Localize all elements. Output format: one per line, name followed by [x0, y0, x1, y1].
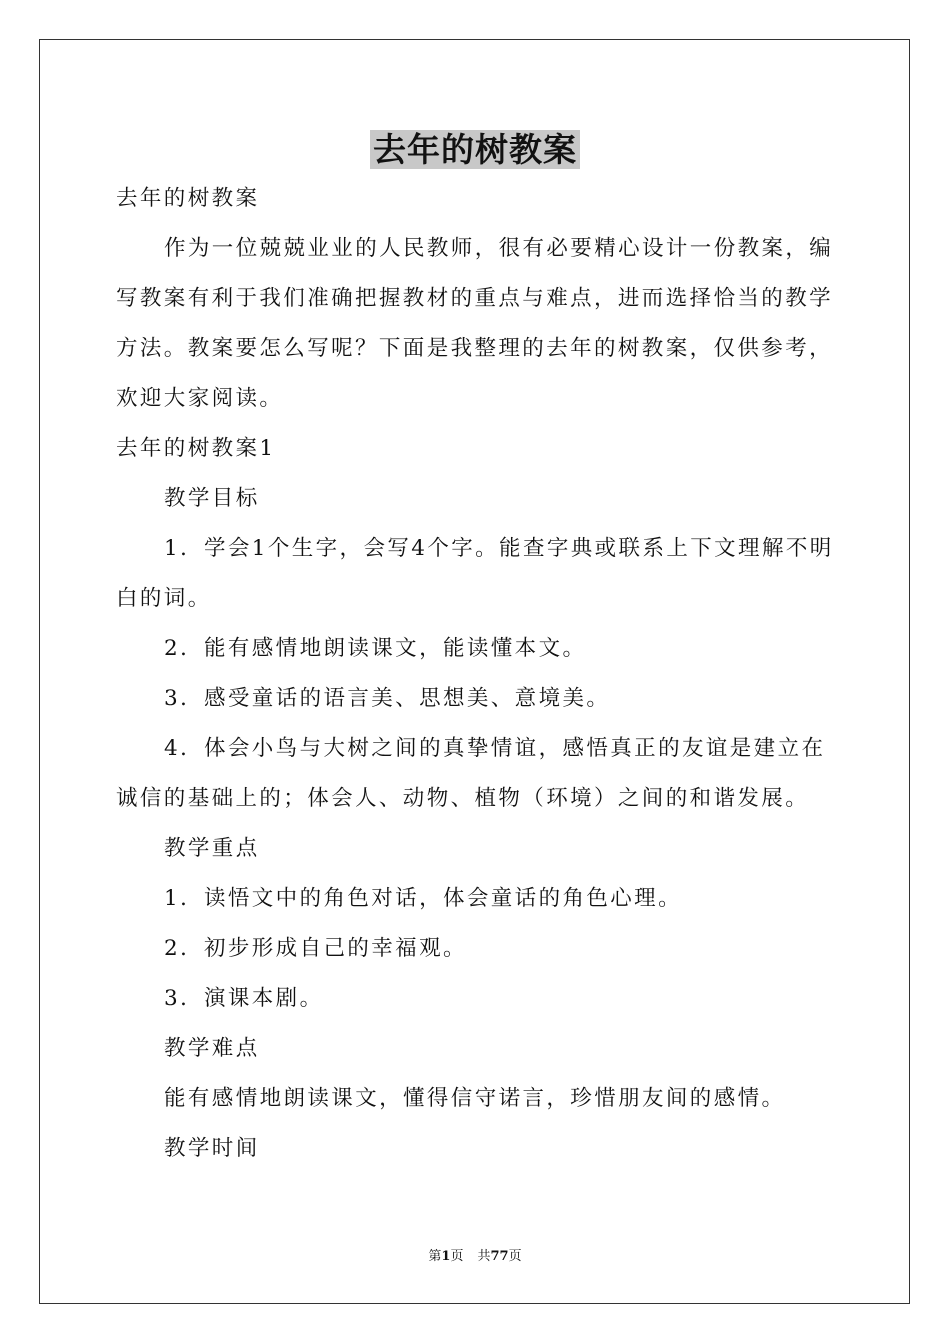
page-suffix: 页	[450, 1249, 464, 1264]
subsection-heading: 教学时间	[164, 1136, 260, 1161]
subsection-heading: 教学重点	[164, 836, 260, 861]
total-prefix: 共	[477, 1249, 491, 1264]
list-item: 4．体会小鸟与大树之间的真挚情谊，感悟真正的友谊是建立在诚信的基础上的；体会人、动物、植物（环境）之间的和谐发展。	[116, 736, 826, 811]
paragraph: 能有感情地朗读课文，懂得信守诺言，珍惜朋友间的感情。	[164, 1086, 786, 1111]
document-body	[116, 174, 836, 1174]
total-suffix: 页	[508, 1249, 522, 1264]
document-title-text: 去年的树教案	[370, 130, 580, 169]
list-item: 2．能有感情地朗读课文，能读懂本文。	[164, 636, 587, 661]
list-item: 3．感受童话的语言美、思想美、意境美。	[164, 686, 611, 711]
paragraph: 作为一位兢兢业业的人民教师，很有必要精心设计一份教案，编写教案有利于我们准确把握教材的重点与难点，进而选择恰当的教学方法。教案要怎么写呢？下面是我整理的去年的树教案，仅供参考，欢迎大家阅读。	[116, 236, 834, 411]
subsection-heading: 教学难点	[164, 1036, 260, 1061]
page-number: 1	[441, 1249, 451, 1264]
list-item: 3．演课本剧。	[164, 986, 324, 1011]
paragraph: 去年的树教案	[116, 186, 260, 211]
list-item: 1．学会1个生字，会写4个字。能查字典或联系上下文理解不明白的词。	[116, 536, 834, 611]
section-heading: 去年的树教案1	[116, 436, 276, 461]
list-item: 2．初步形成自己的幸福观。	[164, 936, 467, 961]
page-prefix: 第	[428, 1249, 442, 1264]
list-item: 1．读悟文中的角色对话，体会童话的角色心理。	[164, 886, 682, 911]
document-title	[0, 126, 950, 174]
total-pages: 77	[490, 1249, 509, 1264]
subsection-heading: 教学目标	[164, 486, 260, 511]
page-footer	[0, 1247, 950, 1267]
